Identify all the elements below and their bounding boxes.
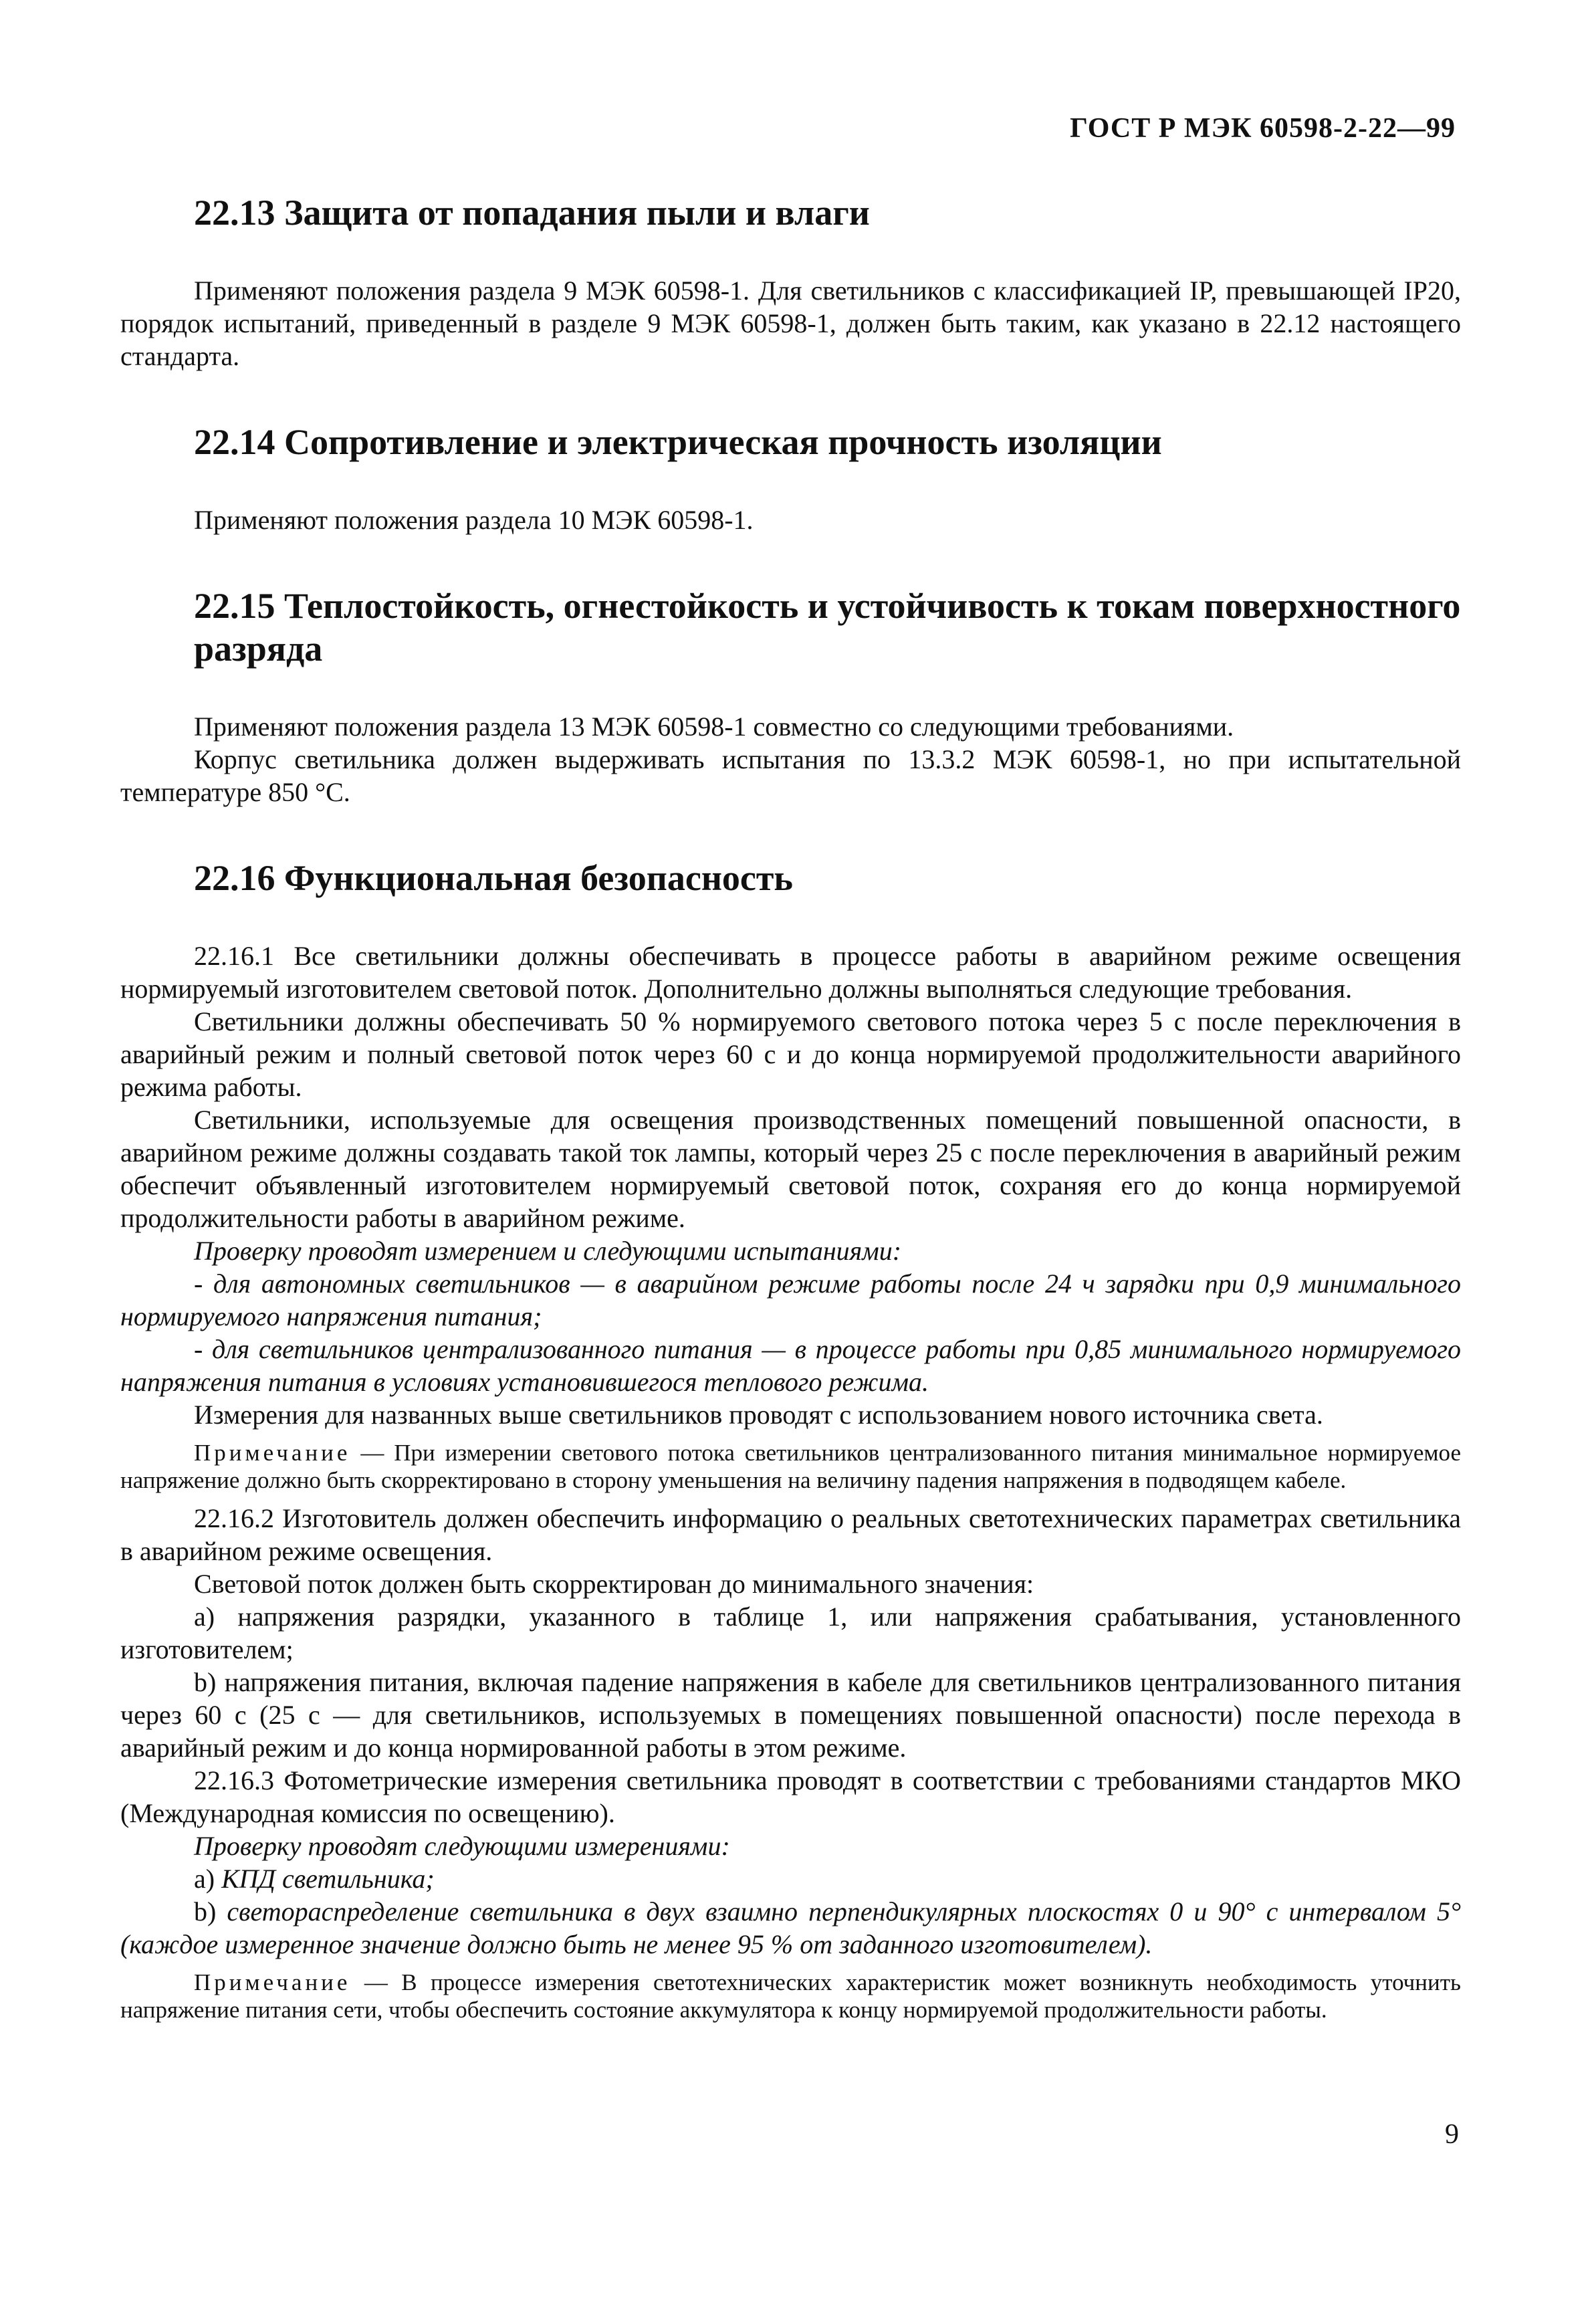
measurement-item-a-text: КПД светильника; xyxy=(221,1864,435,1894)
note-1-text: — При измерении светового потока светильников централизованного питания минимальное нормируемое напряжение должно быть скорректировано в сторону уменьшения на величину падения напряжения в подводящем кабеле. xyxy=(120,1440,1461,1493)
list-item-b-supply: b) напряжения питания, включая падение напряжения в кабеле для светильников централизованного питания через 60 с (25 с — для светильников, используемых в помещениях повышенной опасности) после перехода в аварийный режим и до конца нормированной работы в этом режиме. xyxy=(120,1667,1461,1763)
verification-intro: Проверку проводят измерением и следующими испытаниями: xyxy=(194,1236,902,1266)
section-22-15-paragraph-2: Корпус светильника должен выдерживать испытания по 13.3.2 МЭК 60598-1, но при испытательной температуре 850 °С. xyxy=(120,744,1461,807)
measurement-item-a xyxy=(120,1862,1461,1895)
paragraph-hazardous-premises: Светильники, используемые для освещения производственных помещений повышенной опасности, в аварийном режиме должны создавать такой ток лампы, который через 25 с после переключения в аварийный режим обеспечит объявленный изготовителем нормируемый световой поток, сохраняя его до конца нормируемой продолжительности работы в аварийном режиме. xyxy=(120,1105,1461,1233)
section-22-15-title-line2: разряда xyxy=(194,629,323,669)
standard-header: ГОСТ Р МЭК 60598-2-22—99 xyxy=(1070,113,1456,144)
clause-22-16-3: 22.16.3 Фотометрические измерения светильника проводят в соответствии с требованиями стандартов МКО (Международная комиссия по освещению). xyxy=(120,1765,1461,1828)
paragraph-luminous-flux: Светильники должны обеспечивать 50 % нормируемого светового потока через 5 с после переключения в аварийный режим и полный световой поток через 60 с и до конца нормируемой продолжительности аварийного режима работы. xyxy=(120,1006,1461,1102)
list-item-a-discharge: a) напряжения разрядки, указанного в таблице 1, или напряжения срабатывания, установленного изготовителем; xyxy=(120,1602,1461,1664)
note-1-label: Примечание xyxy=(194,1440,351,1466)
section-22-14-paragraph: Применяют положения раздела 10 МЭК 60598-1. xyxy=(194,505,754,535)
section-22-15-title xyxy=(120,584,1461,670)
section-22-13-paragraph: Применяют положения раздела 9 МЭК 60598-1. Для светильников с классификацией IP, превышающей IP20, порядок испытаний, приведенный в разделе 9 МЭК 60598-1, должен быть таким, как указано в 22.12 настоящего стандарта. xyxy=(120,276,1461,371)
section-22-15-title-line1: 22.15 Теплостойкость, огнестойкость и устойчивость к токам поверхностного xyxy=(194,586,1461,626)
note-2-label: Примечание xyxy=(194,1969,351,1995)
note-1 xyxy=(120,1439,1461,1494)
paragraph-new-light-source: Измерения для названных выше светильников проводят с использованием нового источника света. xyxy=(194,1400,1323,1430)
clause-22-16-1: 22.16.1 Все светильники должны обеспечивать в процессе работы в аварийном режиме освещения нормируемый изготовителем световой поток. Дополнительно должны выполняться следующие требования. xyxy=(120,941,1461,1004)
measurement-item-b xyxy=(120,1895,1461,1961)
measurement-item-b-prefix: b) xyxy=(194,1896,227,1927)
page-number: 9 xyxy=(1445,2119,1459,2150)
verification-item-centralized: - для светильников централизованного питания — в процессе работы при 0,85 минимального нормируемого напряжения питания в условиях установившегося теплового режима. xyxy=(120,1334,1461,1397)
section-22-15-paragraph-1: Применяют положения раздела 13 МЭК 60598-1 совместно со следующими требованиями. xyxy=(194,711,1234,742)
section-22-16-title: 22.16 Функциональная безопасность xyxy=(194,858,793,898)
section-22-14-title: 22.14 Сопротивление и электрическая прочность изоляции xyxy=(194,422,1162,462)
section-22-13-title: 22.13 Защита от попадания пыли и влаги xyxy=(194,193,870,233)
note-2 xyxy=(120,1969,1461,2023)
note-2-text: — В процессе измерения светотехнических характеристик может возникнуть необходимость уточнить напряжение питания сети, чтобы обеспечить состояние аккумулятора к концу нормируемой продолжительности работы. xyxy=(120,1969,1461,2023)
paragraph-flux-correction: Световой поток должен быть скорректирован до минимального значения: xyxy=(194,1569,1034,1599)
page-content xyxy=(120,191,1461,2023)
measurement-item-a-prefix: a) xyxy=(194,1864,222,1894)
measurement-item-b-text: светораспределение светильника в двух взаимно перпендикулярных плоскостях 0 и 90° с интервалом 5° (каждое измеренное значение должно быть не менее 95 % от заданного изготовителем). xyxy=(120,1896,1462,1959)
verification-item-autonomous: - для автономных светильников — в аварийном режиме работы после 24 ч зарядки при 0,9 минимального нормируемого напряжения питания; xyxy=(120,1269,1461,1331)
measurement-intro: Проверку проводят следующими измерениями: xyxy=(194,1831,730,1861)
clause-22-16-2: 22.16.2 Изготовитель должен обеспечить информацию о реальных светотехнических параметрах светильника в аварийном режиме освещения. xyxy=(120,1503,1461,1566)
